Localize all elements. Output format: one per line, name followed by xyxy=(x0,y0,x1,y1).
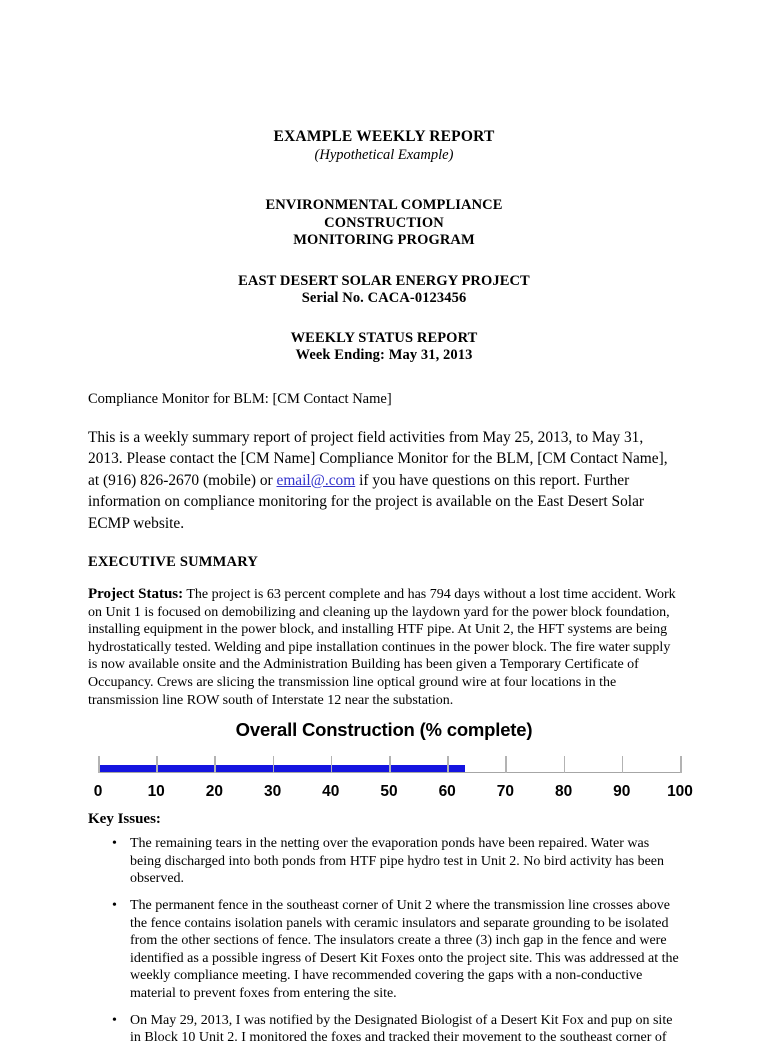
chart-tick-label-100: 100 xyxy=(667,783,693,801)
program-line-2: CONSTRUCTION xyxy=(324,214,444,231)
chart-tick-40 xyxy=(331,756,333,773)
bullet-icon: • xyxy=(112,836,117,852)
project-block xyxy=(88,273,680,308)
chart-tick-label-40: 40 xyxy=(322,783,340,801)
chart-tick-label-60: 60 xyxy=(438,783,456,801)
intro-text-part-1: This is a weekly summary report of project field activities from May 25, 2013, to May 31, 2013. Please contact the [CM Name] Compliance Monitor for the BLM, [CM Contact Name], at (916) 826-2670 (mobile) or xyxy=(88,428,668,489)
chart-tick-label-80: 80 xyxy=(554,783,573,801)
email-link[interactable]: email@.com xyxy=(276,471,356,489)
chart-tick-label-30: 30 xyxy=(263,783,282,801)
progress-bar-fill xyxy=(98,765,465,772)
chart-tick-label-90: 90 xyxy=(613,783,631,801)
report-week-ending: Week Ending: May 31, 2013 xyxy=(295,347,473,363)
chart-axis-labels xyxy=(93,783,693,803)
chart-tick-70 xyxy=(505,756,507,773)
project-name: EAST DESERT SOLAR ENERGY PROJECT xyxy=(238,272,530,289)
chart-tick-50 xyxy=(389,756,391,773)
project-serial: Serial No. CACA-0123456 xyxy=(301,290,467,306)
chart-tick-10 xyxy=(156,756,158,773)
chart-tick-90 xyxy=(622,756,624,773)
chart-tick-0 xyxy=(98,756,100,773)
bullet-icon: • xyxy=(112,1012,117,1028)
chart-title: Overall Construction (% complete) xyxy=(235,719,533,741)
key-issue-item xyxy=(88,835,680,888)
project-status-paragraph xyxy=(88,586,680,709)
chart-tick-label-20: 20 xyxy=(205,783,224,801)
project-status-text: The project is 63 percent complete and has 794 days without a lost time accident. Work on Unit 1 is focused on demobilizing and cleaning up the laydown yard for the power block foundation, installing equipment in the power block, and installing HTF pipe. At Unit 2, the HFT systems are being hydrostatically tested. Welding and pipe installation continues in the power block. The fire water supply is now available onsite and the Administration Building has been given a Temporary Certificate of Occupancy. Crews are slicing the transmission line optical ground wire at four locations in the transmission line ROW south of Interstate 12 near the substation. xyxy=(88,587,676,708)
chart-tick-100 xyxy=(680,756,682,773)
chart-tick-label-70: 70 xyxy=(496,783,515,801)
chart-tick-20 xyxy=(214,756,216,773)
document-title: EXAMPLE WEEKLY REPORT xyxy=(273,128,495,145)
key-issues-list xyxy=(88,835,680,1047)
key-issue-item xyxy=(88,897,680,1003)
report-status-block xyxy=(88,330,680,365)
key-issue-text: The remaining tears in the netting over the evaporation ponds have been repaired. Water was being discharged into both ponds from HTF pipe hydro test in Unit 2. No bird activity has been observed. xyxy=(130,836,664,887)
program-line-3: MONITORING PROGRAM xyxy=(293,232,475,248)
project-status-label: Project Status: xyxy=(88,586,184,602)
overall-construction-chart xyxy=(88,719,693,803)
chart-plot-area xyxy=(98,750,680,780)
intro-text-part-2: if you have questions on this report. Further information on compliance monitoring for the project is available on the East Desert Solar ECMP website. xyxy=(88,471,645,532)
intro-paragraph xyxy=(88,427,680,535)
key-issues-heading: Key Issues: xyxy=(88,811,161,828)
key-issue-item xyxy=(88,1012,680,1047)
title-block xyxy=(88,0,680,165)
report-type: WEEKLY STATUS REPORT xyxy=(290,329,478,346)
compliance-monitor-line: Compliance Monitor for BLM: [CM Contact Name] xyxy=(88,390,392,407)
bullet-icon: • xyxy=(112,897,117,913)
chart-tick-60 xyxy=(447,756,449,773)
key-issue-text: The permanent fence in the southeast corner of Unit 2 where the transmission line crosses above the fence contains isolation panels with ceramic insulators and separate grounding to be isolated from the other sections of fence. The insulators create a three (3) inch gap in the fence and were identified as a possible ingress of Desert Kit Foxes onto the project site. This was addressed at the weekly compliance meeting. I have recommended covering the gaps with a non-conductive material to prevent foxes from entering the site. xyxy=(130,897,679,1001)
chart-tick-80 xyxy=(564,756,566,773)
chart-tick-label-50: 50 xyxy=(380,783,398,801)
program-line-1: ENVIRONMENTAL COMPLIANCE xyxy=(265,197,503,213)
chart-tick-30 xyxy=(273,756,275,773)
program-block xyxy=(88,197,680,250)
document-subtitle: (Hypothetical Example) xyxy=(314,147,454,163)
executive-summary-heading: EXECUTIVE SUMMARY xyxy=(88,554,259,570)
chart-tick-label-0: 0 xyxy=(93,783,103,801)
chart-tick-label-10: 10 xyxy=(147,783,165,801)
key-issue-text: On May 29, 2013, I was notified by the Designated Biologist of a Desert Kit Fox and pup on site in Block 10 Unit 2. I monitored the foxes and tracked their movement to the southeast corner of xyxy=(130,1012,673,1046)
